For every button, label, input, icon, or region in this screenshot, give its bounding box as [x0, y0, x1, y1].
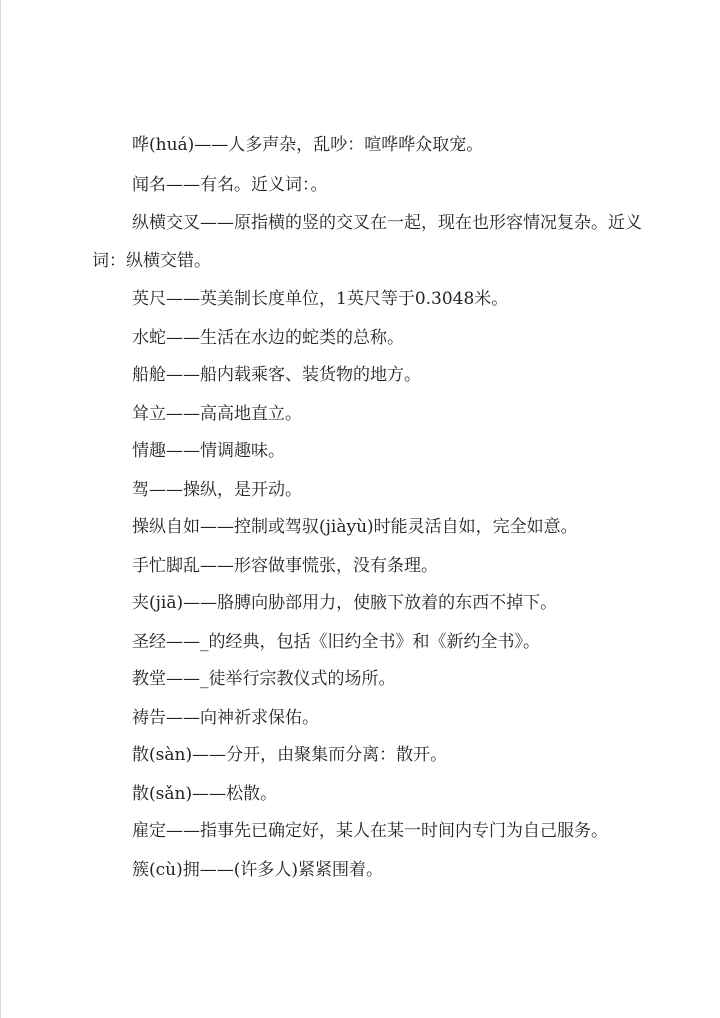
- entry-line: 教堂——_徒举行宗教仪式的场所。: [132, 669, 396, 689]
- entry-line: 情趣——情调趣味。: [132, 441, 285, 461]
- entry-line: 英尺——英美制长度单位，1英尺等于0.3048米。: [132, 289, 509, 309]
- entry-line: 纵横交叉——原指横的竖的交叉在一起，现在也形容情况复杂。近义: [132, 213, 642, 233]
- entry-line: 水蛇——生活在水边的蛇类的总称。: [132, 328, 404, 348]
- entry-line: 雇定——指事先已确定好，某人在某一时间内专门为自己服务。: [132, 821, 608, 841]
- entry-line: 散(sǎn)——松散。: [132, 784, 278, 804]
- entry-line: 耸立——高高地直立。: [132, 404, 302, 424]
- entry-line: 操纵自如——控制或驾驭(jiàyù)时能灵活自如，完全如意。: [132, 517, 578, 537]
- entry-line-continuation: 词：纵横交错。: [92, 251, 211, 271]
- entry-line: 夹(jiā)——胳膊向胁部用力，使腋下放着的东西不掉下。: [132, 593, 558, 613]
- entry-line: 散(sàn)——分开，由聚集而分离：散开。: [132, 745, 448, 765]
- entry-line: 船舱——船内载乘客、装货物的地方。: [132, 365, 421, 385]
- entry-line: 闻名——有名。近义词：。: [132, 175, 328, 195]
- entry-line: 簇(cù)拥——(许多人)紧紧围着。: [132, 860, 383, 880]
- entry-line: 手忙脚乱——形容做事慌张，没有条理。: [132, 556, 438, 576]
- entry-line: 祷告——向神祈求保佑。: [132, 708, 319, 728]
- entry-line: 驾——操纵，是开动。: [132, 480, 302, 500]
- entry-line: 圣经——_的经典，包括《旧约全书》和《新约全书》。: [132, 632, 540, 652]
- entry-line: 哗(huá)——人多声杂，乱吵：喧哗哗众取宠。: [132, 135, 484, 155]
